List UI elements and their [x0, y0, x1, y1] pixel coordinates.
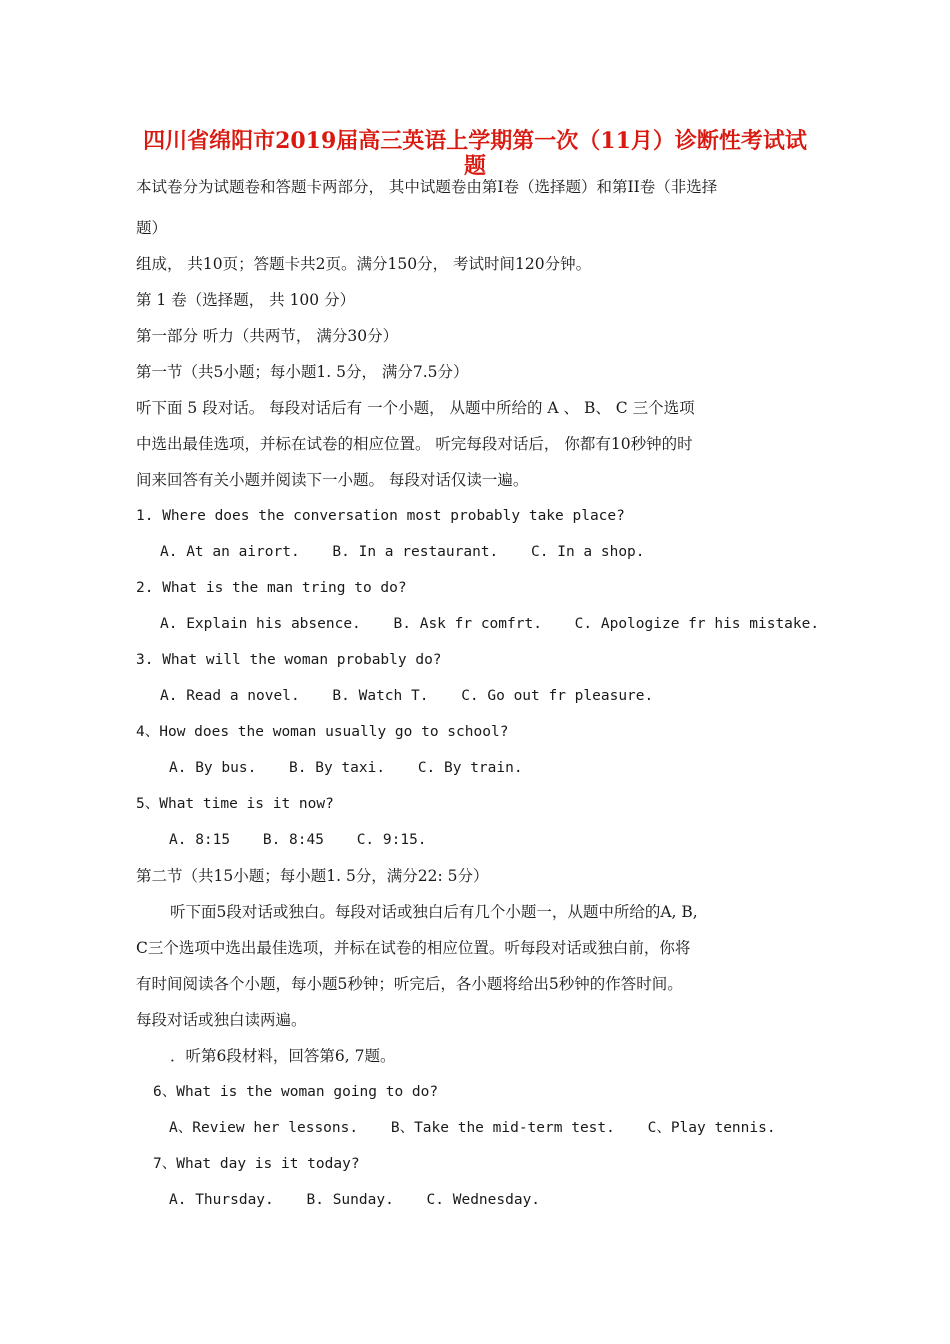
option-b: B. Watch T.	[332, 688, 429, 704]
document-title-line-2: 题	[463, 153, 486, 179]
question-5: 5、What time is it now?	[136, 796, 334, 812]
question-3-options	[160, 686, 677, 706]
question-4-options	[169, 758, 547, 778]
option-a: A. At an airort.	[160, 544, 300, 560]
section2-instructions-3: 有时间阅读各个小题，每小题5秒钟；听完后，各小题将给出5秒钟的作答时间。	[136, 975, 683, 993]
option-b: B. 8:45	[262, 832, 324, 848]
option-a: A. Read a novel.	[160, 688, 300, 704]
option-b: B. By taxi.	[289, 760, 386, 776]
question-2-options	[160, 614, 843, 634]
question-4: 4、How does the woman usually go to school?	[136, 724, 509, 740]
question-7-options	[169, 1190, 564, 1210]
option-c: C. Wednesday.	[426, 1192, 541, 1208]
intro-line-1: 本试卷分为试题卷和答题卡两部分， 其中试题卷由第I卷（选择题）和第II卷（非选择	[136, 178, 718, 196]
section1-instructions-3: 间来回答有关小题并阅读下一小题。 每段对话仅读一遍。	[136, 471, 529, 489]
question-5-options	[169, 830, 451, 850]
option-a: A. 8:15	[169, 832, 231, 848]
question-3: 3. What will the woman probably do?	[136, 652, 442, 668]
section2-instructions-1: 听下面5段对话或独白。每段对话或独白后有几个小题一，从题中所给的A, B,	[170, 903, 698, 921]
intro-line-3: 组成， 共10页；答题卡共2页。满分150分， 考试时间120分钟。	[136, 255, 592, 273]
question-1: 1. Where does the conversation most probably take place?	[136, 508, 625, 524]
section2-header: 第二节（共15小题；每小题1. 5分，满分22: 5分）	[136, 867, 489, 885]
option-a: A. Explain his absence.	[160, 616, 361, 632]
option-c: C. Apologize fr his mistake.	[574, 616, 820, 632]
part1-header: 第 1 卷（选择题， 共 100 分）	[136, 291, 356, 309]
question-1-options	[160, 542, 669, 562]
option-a: A. By bus.	[169, 760, 257, 776]
option-b: B. In a restaurant.	[332, 544, 499, 560]
option-a: A. Thursday.	[169, 1192, 274, 1208]
question-6-options	[169, 1118, 800, 1138]
option-b: B、Take the mid-term test.	[390, 1120, 615, 1136]
section1-instructions-1: 听下面 5 段对话。 每段对话后有 一个小题， 从题中所给的 A 、 B、 C 三个选项	[136, 399, 695, 417]
section1-instructions-2: 中选出最佳选项，并标在试卷的相应位置。 听完每段对话后， 你都有10秒钟的时	[136, 435, 693, 453]
section2-instructions-4: 每段对话或独白读两遍。	[136, 1011, 307, 1029]
document-title-line-1: 四川省绵阳市2019届高三英语上学期第一次（11月）诊断性考试试	[143, 128, 807, 154]
section2-instructions-2: C三个选项中选出最佳选项，并标在试卷的相应位置。听每段对话或独白前，你将	[136, 939, 691, 957]
option-c: C. Go out fr pleasure.	[461, 688, 654, 704]
material-6-heading: ．听第6段材料，回答第6, 7题。	[170, 1047, 396, 1065]
section1-header: 第一节（共5小题；每小题1. 5分， 满分7.5分）	[136, 363, 469, 381]
option-c: C. In a shop.	[531, 544, 645, 560]
question-2: 2. What is the man tring to do?	[136, 580, 407, 596]
question-7: 7、What day is it today?	[153, 1156, 360, 1172]
intro-line-2: 题）	[136, 219, 168, 237]
option-c: C. By train.	[417, 760, 523, 776]
option-c: C. 9:15.	[356, 832, 427, 848]
question-6: 6、What is the woman going to do?	[153, 1084, 439, 1100]
option-b: B. Sunday.	[306, 1192, 394, 1208]
option-a: A、Review her lessons.	[169, 1120, 359, 1136]
listening-header: 第一部分 听力（共两节， 满分30分）	[136, 327, 399, 345]
option-c: C、Play tennis.	[647, 1120, 776, 1136]
option-b: B. Ask fr comfrt.	[393, 616, 542, 632]
